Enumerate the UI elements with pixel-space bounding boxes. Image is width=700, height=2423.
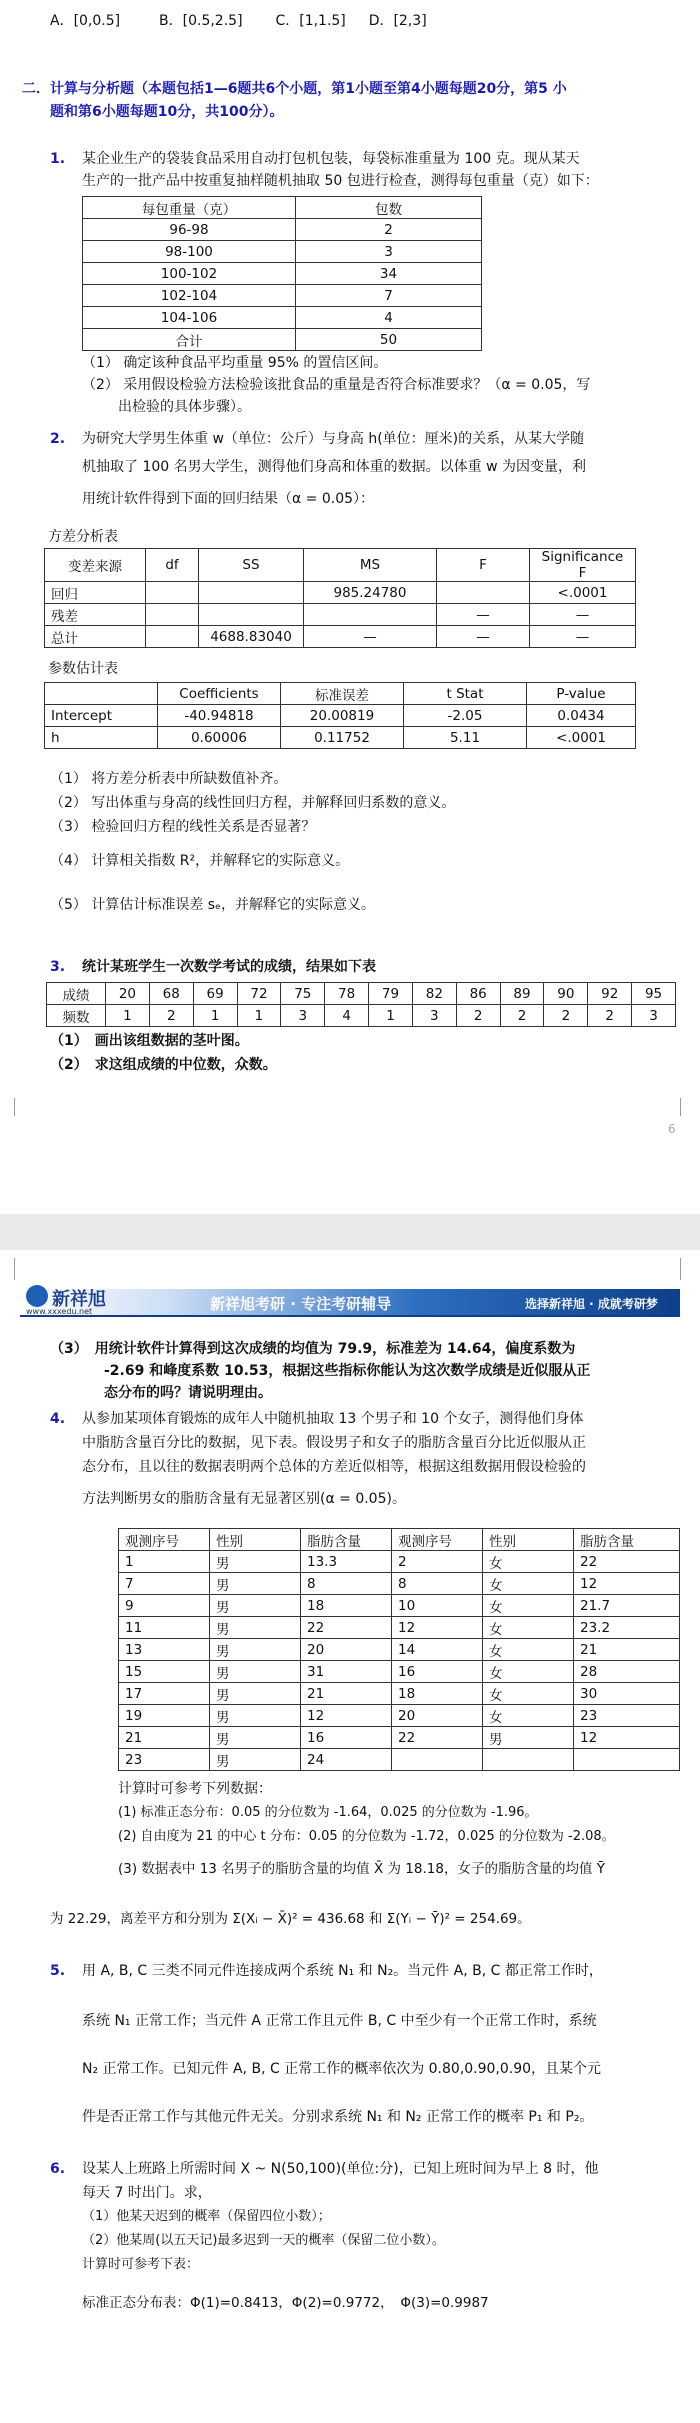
cell: 15: [119, 1661, 210, 1683]
cell: 合计: [83, 329, 296, 351]
cell: 102-104: [83, 285, 296, 307]
cell: 1: [119, 1551, 210, 1573]
q3cont-line2: -2.69 和峰度系数 10.53，根据这些指标你能认为这次数学成绩是近似服从正: [104, 1363, 591, 1379]
cell: 18: [301, 1595, 392, 1617]
header-right-slogan: 选择新祥旭 · 成就考研梦: [525, 1297, 658, 1311]
option-d: D．[2,3]: [368, 13, 427, 29]
cell: <.0001: [530, 582, 636, 604]
cell: 男: [210, 1639, 301, 1661]
table-row: [45, 626, 636, 648]
cell: 21: [574, 1639, 680, 1661]
q6-line2: 每天 7 时出门。求，: [82, 2185, 212, 2201]
cell: 22: [392, 1727, 483, 1749]
cell: 82: [412, 983, 456, 1005]
cell: 2: [456, 1005, 500, 1027]
logo-text: 新祥旭: [52, 1289, 106, 1310]
cell: 标准误差: [281, 683, 404, 705]
cell: 5.11: [404, 727, 527, 749]
cell: 性别: [483, 1529, 574, 1551]
q4-line4: 方法判断男女的脂肪含量有无显著区别(α = 0.05)。: [82, 1491, 406, 1507]
cell: 985.24780: [304, 582, 437, 604]
cell: 1: [237, 1005, 281, 1027]
cell: 10: [392, 1595, 483, 1617]
cell: 16: [392, 1661, 483, 1683]
q3-title: 统计某班学生一次数学考试的成绩，结果如下表: [82, 959, 376, 975]
table-row: [83, 285, 482, 307]
cell: 0.0434: [527, 705, 636, 727]
table-row: [83, 219, 482, 241]
table-row: [119, 1749, 680, 1771]
cell: 21.7: [574, 1595, 680, 1617]
table-row: [119, 1683, 680, 1705]
cell: 17: [119, 1683, 210, 1705]
q6-sub1: （1）他某天迟到的概率（保留四位小数）；: [82, 2209, 331, 2224]
cell: 脂肪含量: [301, 1529, 392, 1551]
q4-ref-title: 计算时可参考下列数据：: [118, 1781, 272, 1797]
cell: 男: [483, 1727, 574, 1749]
cell: 女: [483, 1683, 574, 1705]
table-row: [83, 241, 482, 263]
cell: —: [437, 626, 530, 648]
q6-ref-title: 计算时可参考下表：: [82, 2257, 200, 2272]
cell: 9: [119, 1595, 210, 1617]
cell: 3: [412, 1005, 456, 1027]
cell: 成绩: [47, 983, 106, 1005]
cell: —: [530, 626, 636, 648]
q2-line3: 用统计软件得到下面的回归结果（α = 0.05）：: [82, 491, 375, 507]
table-row: [47, 983, 676, 1005]
cell: 女: [483, 1705, 574, 1727]
table-row: [83, 263, 482, 285]
table-row: [119, 1727, 680, 1749]
q2-sub1: （1） 将方差分析表中所缺数值补齐。: [50, 771, 288, 787]
q2-line1: 为研究大学男生体重 w（单位：公斤）与身高 h(单位：厘米)的关系，从某大学随: [82, 431, 585, 447]
q5-line2: 系统 N₁ 正常工作；当元件 A 正常工作且元件 B, C 中至少有一个正常工作时，系统: [82, 2013, 597, 2029]
cell: 50: [296, 329, 482, 351]
q6-number: 6.: [50, 2161, 66, 2177]
cell: 3: [296, 241, 482, 263]
table-row: [119, 1705, 680, 1727]
section2-title-line2: 题和第6小题每题10分，共100分）。: [50, 104, 284, 120]
cell: 总计: [45, 626, 146, 648]
cell: F: [437, 549, 530, 582]
cell: 男: [210, 1705, 301, 1727]
cell: 12: [574, 1573, 680, 1595]
cell: 女: [483, 1573, 574, 1595]
cell: —: [530, 604, 636, 626]
cell: 男: [210, 1749, 301, 1771]
cell: 13.3: [301, 1551, 392, 1573]
cell: 69: [193, 983, 237, 1005]
cell: [199, 582, 304, 604]
table-row: [45, 582, 636, 604]
q1-line1: 某企业生产的袋装食品采用自动打包机包装，每袋标准重量为 100 克。现从某天: [82, 151, 580, 167]
q3-sub2: （2） 求这组成绩的中位数，众数。: [50, 1057, 277, 1073]
cell: 变差来源: [45, 549, 146, 582]
cell: 2: [544, 1005, 588, 1027]
cell: 72: [237, 983, 281, 1005]
cell: <.0001: [527, 727, 636, 749]
cell: 75: [281, 983, 325, 1005]
cell: 2: [392, 1551, 483, 1573]
q1-header-weight: 每包重量（克）: [83, 197, 296, 219]
cell: 23: [574, 1705, 680, 1727]
q1-number: 1.: [50, 151, 66, 167]
cell: 23: [119, 1749, 210, 1771]
cell: 男: [210, 1617, 301, 1639]
cell: [146, 626, 199, 648]
logo-icon: [26, 1285, 48, 1307]
cell: 92: [588, 983, 632, 1005]
section2-title-line1: 二．计算与分析题（本题包括1—6题共6个小题，第1小题至第4小题每题20分，第5 小: [22, 81, 567, 97]
cell: 3: [281, 1005, 325, 1027]
q2-sub3: （3） 检验回归方程的线性关系是否显著？: [50, 819, 316, 835]
cell: 2: [588, 1005, 632, 1027]
cell: 16: [301, 1727, 392, 1749]
cell: 78: [325, 983, 369, 1005]
cell: 20: [392, 1705, 483, 1727]
cell: 8: [392, 1573, 483, 1595]
cell: 2: [149, 1005, 193, 1027]
cell: 男: [210, 1551, 301, 1573]
page-header: [20, 1283, 680, 1319]
cell: 11: [119, 1617, 210, 1639]
cell: df: [146, 549, 199, 582]
table-row: [83, 307, 482, 329]
cell: 观测序号: [119, 1529, 210, 1551]
cell: 104-106: [83, 307, 296, 329]
cell: 12: [301, 1705, 392, 1727]
cell: 19: [119, 1705, 210, 1727]
cell: 12: [392, 1617, 483, 1639]
q5-line3: N₂ 正常工作。已知元件 A, B, C 正常工作的概率依次为 0.80,0.90,0.90，且某个元: [82, 2061, 602, 2077]
q6-sub2: （2）他某周(以五天记)最多迟到一天的概率（保留二位小数）。: [82, 2233, 445, 2248]
table-row: [45, 604, 636, 626]
table-row: [119, 1551, 680, 1573]
cell: 3: [632, 1005, 676, 1027]
table-row: [45, 683, 636, 705]
cell: 86: [456, 983, 500, 1005]
q1-line2: 生产的一批产品中按重复抽样随机抽取 50 包进行检查，测得每包重量（克）如下：: [82, 173, 599, 189]
header-slogan: 新祥旭考研 · 专注考研辅导: [210, 1295, 392, 1313]
q5-line1: 用 A, B, C 三类不同元件连接成两个系统 N₁ 和 N₂。当元件 A, B, C 都正常工作时，: [82, 1963, 603, 1979]
cell: [304, 604, 437, 626]
table-row: [83, 329, 482, 351]
cell: 28: [574, 1661, 680, 1683]
cell: —: [437, 604, 530, 626]
q4-line2: 中脂肪含量百分比的数据，见下表。假设男子和女子的脂肪含量百分比近似服从正: [82, 1435, 586, 1451]
table-row: [45, 549, 636, 582]
cell: SS: [199, 549, 304, 582]
cell: 23.2: [574, 1617, 680, 1639]
table-row: [45, 705, 636, 727]
q3cont-line1: （3） 用统计软件计算得到这次成绩的均值为 79.9，标准差为 14.64，偏度系数为: [50, 1341, 576, 1357]
cell: 96-98: [83, 219, 296, 241]
cell: 20.00819: [281, 705, 404, 727]
cell: t Stat: [404, 683, 527, 705]
cell: 女: [483, 1661, 574, 1683]
cell: 24: [301, 1749, 392, 1771]
q4-line3: 态分布，且以往的数据表明两个总体的方差近似相等，根据这组数据用假设检验的: [82, 1459, 586, 1475]
q2-number: 2.: [50, 431, 66, 447]
table-row: [47, 1005, 676, 1027]
cell: 观测序号: [392, 1529, 483, 1551]
q3-sub1: （1） 画出该组数据的茎叶图。: [50, 1033, 249, 1049]
cell: 30: [574, 1683, 680, 1705]
cell: 0.11752: [281, 727, 404, 749]
cell: 1: [193, 1005, 237, 1027]
q3cont-line3: 态分布的吗？请说明理由。: [104, 1385, 272, 1401]
cell: Coefficients: [158, 683, 281, 705]
cell: Significance F: [530, 549, 636, 582]
cell: [199, 604, 304, 626]
q1-sub1: （1） 确定该种食品平均重量 95% 的置信区间。: [82, 355, 388, 371]
page-number: 6: [668, 1122, 676, 1136]
cell: 4: [296, 307, 482, 329]
cell: 20: [301, 1639, 392, 1661]
options-line: [50, 12, 427, 30]
cell: 回归: [45, 582, 146, 604]
cell: MS: [304, 549, 437, 582]
cell: 女: [483, 1551, 574, 1573]
cell: 性别: [210, 1529, 301, 1551]
score-table: [46, 982, 676, 1027]
cell: 男: [210, 1595, 301, 1617]
q2-sub5: （5） 计算估计标准误差 sₑ，并解释它的实际意义。: [50, 897, 375, 913]
q5-line4: 件是否正常工作与其他元件无关。分别求系统 N₁ 和 N₂ 正常工作的概率 P₁ 和 P₂。: [82, 2109, 594, 2125]
cell: 8: [301, 1573, 392, 1595]
q4-ref2: (2) 自由度为 21 的中心 t 分布：0.05 的分位数为 -1.72，0.025 的分位数为 -2.08。: [118, 1829, 615, 1844]
q1-header-count: 包数: [296, 197, 482, 219]
anova-title: 方差分析表: [48, 529, 118, 545]
cell: 13: [119, 1639, 210, 1661]
cell: [146, 604, 199, 626]
cell: [574, 1749, 680, 1771]
cell: 22: [574, 1551, 680, 1573]
cell: 20: [106, 983, 150, 1005]
option-a: A．[0,0.5]: [50, 13, 121, 29]
cell: —: [304, 626, 437, 648]
table-row: [45, 727, 636, 749]
q4-ref1: (1) 标准正态分布：0.05 的分位数为 -1.64，0.025 的分位数为 -1.96。: [118, 1805, 538, 1820]
cell: 男: [210, 1683, 301, 1705]
cell: 女: [483, 1617, 574, 1639]
cell: 频数: [47, 1005, 106, 1027]
crop-mark-right: [680, 1098, 695, 1116]
q5-number: 5.: [50, 1963, 66, 1979]
cell: [483, 1749, 574, 1771]
q1-sub2b: 出检验的具体步骤）。: [118, 399, 251, 415]
cell: -2.05: [404, 705, 527, 727]
table-row: [119, 1573, 680, 1595]
crop-mark-left: [0, 1098, 15, 1116]
cell: 4: [325, 1005, 369, 1027]
cell: 男: [210, 1727, 301, 1749]
q2-sub4: （4） 计算相关指数 R²，并解释它的实际意义。: [50, 853, 350, 869]
cell: [437, 582, 530, 604]
cell: 1: [106, 1005, 150, 1027]
table-row: [119, 1595, 680, 1617]
cell: 22: [301, 1617, 392, 1639]
cell: Intercept: [45, 705, 158, 727]
cell: 68: [149, 983, 193, 1005]
cell: 男: [210, 1573, 301, 1595]
option-c: C．[1,1.5]: [275, 13, 346, 29]
cell: 95: [632, 983, 676, 1005]
page-gap: [0, 1214, 700, 1250]
cell: 34: [296, 263, 482, 285]
cell: P-value: [527, 683, 636, 705]
anova-table: [44, 548, 636, 648]
q4-ref4: 为 22.29，离差平方和分别为 Σ(Xᵢ − X̄)² = 436.68 和 Σ(Yᵢ − Ȳ)² = 254.69。: [50, 1911, 531, 1927]
cell: 2: [500, 1005, 544, 1027]
cell: 0.60006: [158, 727, 281, 749]
cell: -40.94818: [158, 705, 281, 727]
cell: h: [45, 727, 158, 749]
cell: 1: [369, 1005, 413, 1027]
q2-sub2: （2） 写出体重与身高的线性回归方程，并解释回归系数的意义。: [50, 795, 456, 811]
q4-ref3: (3) 数据表中 13 名男子的脂肪含量的均值 X̄ 为 18.18，女子的脂肪含量的均值 Ȳ: [118, 1861, 605, 1877]
cell: 2: [296, 219, 482, 241]
cell: 21: [119, 1727, 210, 1749]
option-b: B．[0.5,2.5]: [159, 13, 243, 29]
q6-line1: 设某人上班路上所需时间 X ~ N(50,100)(单位:分)，已知上班时间为早上 8 时，他: [82, 2161, 599, 2177]
table-row: [119, 1529, 680, 1551]
cell: [392, 1749, 483, 1771]
cell: 79: [369, 983, 413, 1005]
table-row: [119, 1617, 680, 1639]
cell: 7: [296, 285, 482, 307]
cell: 12: [574, 1727, 680, 1749]
cell: [45, 683, 158, 705]
cell: 31: [301, 1661, 392, 1683]
q6-ref: 标准正态分布表：Φ(1)=0.8413，Φ(2)=0.9772， Φ(3)=0.9987: [82, 2295, 489, 2311]
cell: 4688.83040: [199, 626, 304, 648]
cell: 14: [392, 1639, 483, 1661]
fat-table: [118, 1528, 680, 1771]
cell: [146, 582, 199, 604]
q1-sub2: （2） 采用假设检验方法检验该批食品的重量是否符合标准要求？（α = 0.05，写: [82, 377, 591, 393]
q4-line1: 从参加某项体育锻炼的成年人中随机抽取 13 个男子和 10 个女子，测得他们身体: [82, 1411, 584, 1427]
cell: 89: [500, 983, 544, 1005]
cell: 残差: [45, 604, 146, 626]
q4-number: 4.: [50, 1411, 66, 1427]
cell: 女: [483, 1639, 574, 1661]
crop-mark-top-right: [680, 1258, 695, 1280]
cell: 脂肪含量: [574, 1529, 680, 1551]
cell: 100-102: [83, 263, 296, 285]
cell: 男: [210, 1661, 301, 1683]
cell: 21: [301, 1683, 392, 1705]
cell: 90: [544, 983, 588, 1005]
q1-weight-table: [82, 196, 482, 351]
table-row: [119, 1639, 680, 1661]
q3-number: 3.: [50, 959, 66, 975]
cell: 18: [392, 1683, 483, 1705]
cell: 98-100: [83, 241, 296, 263]
cell: 女: [483, 1595, 574, 1617]
table-row: [119, 1661, 680, 1683]
q2-line2: 机抽取了 100 名男大学生，测得他们身高和体重的数据。以体重 w 为因变量，利: [82, 459, 586, 475]
crop-mark-top-left: [0, 1258, 15, 1280]
params-title: 参数估计表: [48, 661, 118, 677]
params-table: [44, 682, 636, 749]
cell: 7: [119, 1573, 210, 1595]
logo-url: www.xxxedu.net: [26, 1307, 93, 1316]
